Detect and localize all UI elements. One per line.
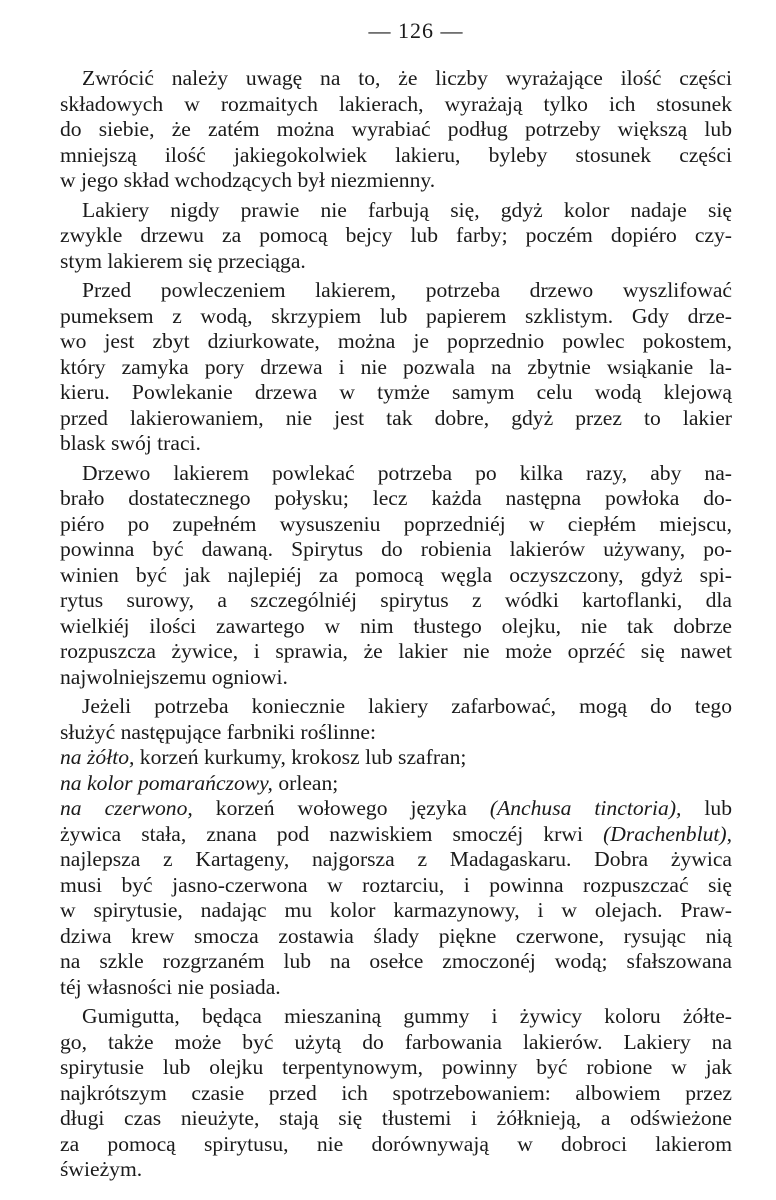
text-line: wielkiéj ilości zawartego w nim tłustego olejku, nie tak dobrze: [60, 613, 732, 638]
text-line: w jego skład wchodzących był niezmienny.: [60, 168, 436, 192]
text-line: długi czas nieużyte, stają się tłustemi i żółknieją, a odświeżone: [60, 1106, 732, 1130]
text-line: [60, 822, 732, 848]
text-line: Gumigutta, będąca mieszaniną gummy i żywicy koloru żółte-: [82, 1004, 732, 1028]
list-item-text: korzeń kurkumy, krokosz lub szafran;: [134, 745, 467, 769]
list-item-text: korzeń wołowego języka: [192, 796, 490, 820]
text-line: do siebie, że zatém można wyrabiać podług potrzeby większą lub: [60, 117, 732, 141]
text-line: pumeksem z wodą, skrzypiem lub papierem szklistym. Gdy drze-: [60, 303, 732, 328]
text-line: wo jest zbyt dziurkowate, można je poprzednio powlec pokostem,: [60, 329, 732, 353]
list-item-yellow: [60, 745, 732, 771]
text-line: który zamyka pory drzewa i nie pozwala na zbytnie wsiąkanie la-: [60, 354, 732, 379]
paragraph-3: [60, 278, 732, 457]
text-line: powinna być dawaną. Spirytus do robienia lakierów używany, po-: [60, 537, 732, 561]
text-line: Zwrócić należy uwagę na to, że liczby wyrażające ilość części: [82, 66, 732, 90]
list-item-label: na żółto,: [60, 745, 135, 769]
paragraph-1: [60, 66, 732, 194]
text-line: zwykle drzewu za pomocą bejcy lub farby; poczém dopiéro czy-: [60, 223, 732, 247]
paragraph-5: [60, 694, 732, 745]
german-name: (Drachenblut),: [603, 821, 732, 846]
text-line: blask swój traci.: [60, 431, 201, 455]
list-item-text: lub: [681, 796, 733, 820]
text-line: najkrótszym czasie przed ich spotrzebowaniem: albowiem przez: [60, 1080, 732, 1105]
text-line: Drzewo lakierem powlekać potrzeba po kilka razy, aby na-: [82, 460, 732, 485]
list-item-text: orlean;: [272, 770, 339, 795]
dye-list: [60, 745, 732, 1000]
list-item-label: na kolor pomarańczowy,: [60, 770, 273, 795]
text-line: najwolniejszemu ogniowi.: [60, 664, 288, 689]
text-line: brało dostatecznego połysku; lecz każda następna powłoka do-: [60, 486, 732, 510]
list-item-label: na czerwono,: [60, 796, 193, 820]
text-line: winien być jak najlepiéj za pomocą węgla oczyszczony, gdyż spi-: [60, 562, 732, 587]
page-number: — 126 —: [368, 18, 464, 43]
paragraph-6: [60, 1004, 732, 1183]
text-line: na szkle rozgrzaném lub na osełce zmoczonéj wodą; sfałszowana: [60, 949, 732, 973]
text-line: w spirytusie, nadając mu kolor karmazynowy, i w olejach. Praw-: [60, 898, 732, 922]
text-line: musi być jasno-czerwona w roztarciu, i powinna rozpuszczać się: [60, 872, 732, 897]
text-line: świeżym.: [60, 1157, 143, 1181]
text-line: Przed powleczeniem lakierem, potrzeba drzewo wyszlifować: [82, 278, 732, 302]
paragraph-4: [60, 461, 732, 691]
latin-name: (Anchusa tinctoria),: [489, 796, 682, 820]
text-line: Jeżeli potrzeba koniecznie lakiery zafarbować, mogą do tego: [82, 694, 732, 718]
text-line: rozpuszcza żywice, i sprawia, że lakier nie może oprzéć się nawet: [60, 639, 732, 663]
text-line: dziwa krew smocza zostawia ślady piękne czerwone, rysując nią: [60, 923, 732, 948]
text-line: stym lakierem się przeciąga.: [60, 248, 306, 273]
text-line: téj własności nie posiada.: [60, 974, 281, 999]
paragraph-2: [60, 198, 732, 275]
list-item-orange: [60, 771, 732, 797]
list-item-red: [60, 796, 732, 822]
text-line: Lakiery nigdy prawie nie farbują się, gdyż kolor nadaje się: [82, 197, 732, 222]
text-line: przed lakierowaniem, nie jest tak dobre, gdyż przez to lakier: [60, 405, 732, 430]
text-line: go, także może być użytą do farbowania lakierów. Lakiery na: [60, 1029, 732, 1054]
text-line: służyć następujące farbniki roślinne:: [60, 719, 376, 744]
text-line: piéro po zupełném wysuszeniu poprzedniéj w ciepłém miejscu,: [60, 511, 732, 536]
text-line: za pomocą spirytusu, nie dorównywają w dobroci lakierom: [60, 1131, 732, 1156]
list-item-text: żywica stała, znana pod nazwiskiem smoczéj krwi: [60, 821, 604, 846]
text-line: kieru. Powlekanie drzewa w tymże samym celu wodą klejową: [60, 380, 732, 404]
text-line: składowych w rozmaitych lakierach, wyrażają tylko ich stosunek: [60, 91, 732, 116]
text-line: najlepsza z Kartageny, najgorsza z Madagaskaru. Dobra żywica: [60, 847, 732, 871]
text-line: mniejszą ilość jakiegokolwiek lakieru, byleby stosunek części: [60, 142, 732, 167]
text-line: rytus surowy, a szczególniéj spirytus z wódki kartoflanki, dla: [60, 588, 732, 612]
text-line: spirytusie lub olejku terpentynowym, powinny być robione w jak: [60, 1055, 732, 1079]
